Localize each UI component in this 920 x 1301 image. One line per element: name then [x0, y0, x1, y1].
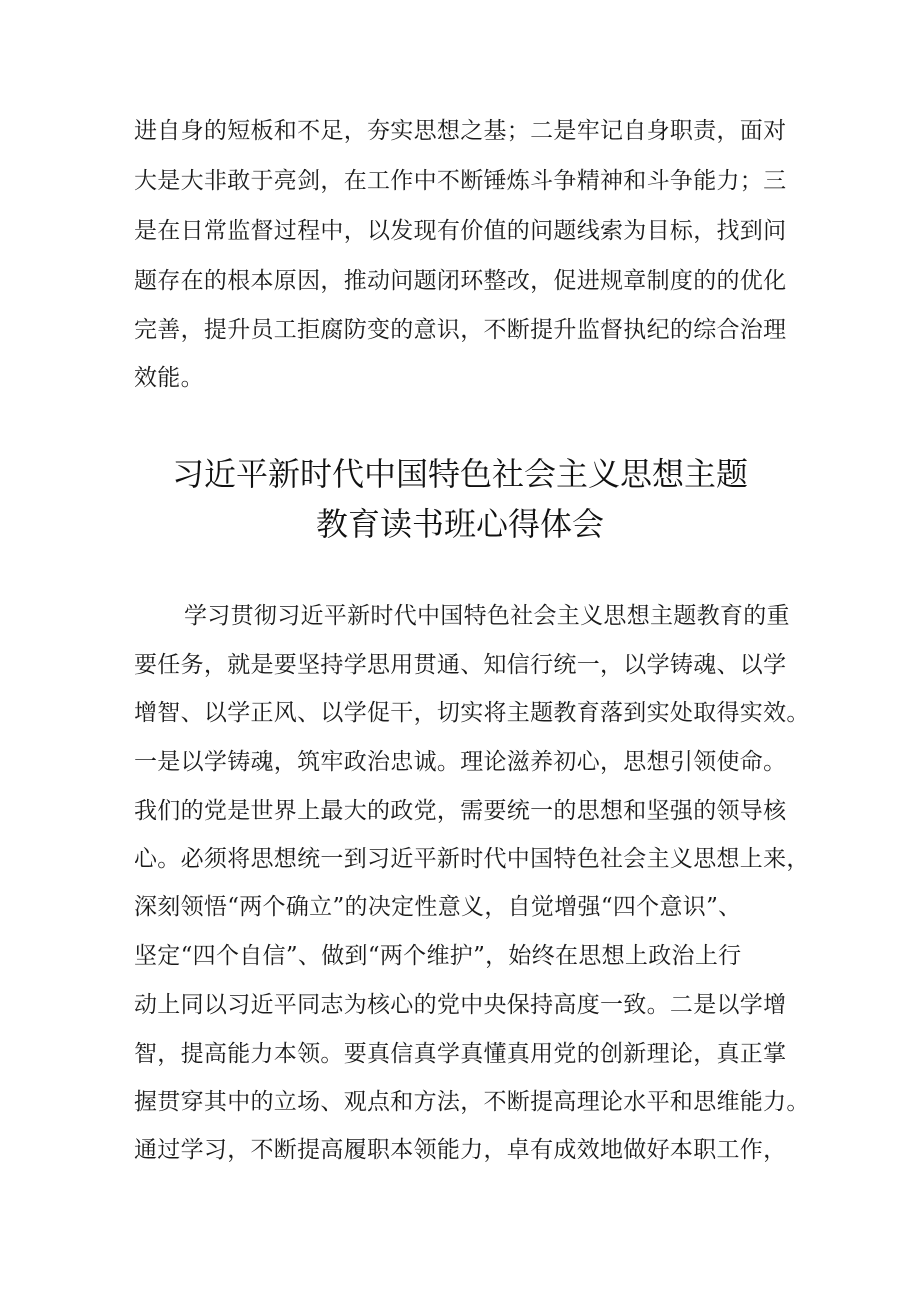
- body-line: 心。必须将思想统一到习近平新时代中国特色社会主义思想上来，: [134, 846, 810, 872]
- intro-line: 是在日常监督过程中，以发现有价值的问题线索为目标，找到问: [134, 218, 787, 244]
- intro-line: 题存在的根本原因，推动问题闭环整改，促进规章制度的的优化: [134, 268, 787, 294]
- body-line: 我们的党是世界上最大的政党，需要统一的思想和坚强的领导核: [134, 798, 787, 824]
- intro-line: 大是大非敢于亮剑，在工作中不断锤炼斗争精神和斗争能力；三: [134, 168, 787, 194]
- intro-line: 效能。: [134, 365, 204, 391]
- body-line: 坚定“四个自信”、做到“两个维护”，始终在思想上政治上行: [134, 943, 742, 969]
- body-line: 要任务，就是要坚持学思用贯通、知信行统一，以学铸魂、以学: [134, 652, 787, 678]
- body-line: 智，提高能力本领。要真信真学真懂真用党的创新理论，真正掌: [134, 1041, 787, 1067]
- body-line: 深刻领悟“两个确立”的决定性意义，自觉增强“四个意识”、: [134, 894, 742, 920]
- intro-line: 进自身的短板和不足，夯实思想之基；二是牢记自身职责，面对: [134, 118, 787, 144]
- document-title-line-1: 习近平新时代中国特色社会主义思想主题: [171, 455, 748, 493]
- body-line: 一是以学铸魂，筑牢政治忠诚。理论滋养初心，思想引领使命。: [134, 749, 787, 775]
- document-title-line-2: 教育读书班心得体会: [315, 505, 604, 543]
- body-line: 增智、以学正风、以学促干，切实将主题教育落到实处取得实效。: [134, 700, 810, 726]
- body-line: 通过学习，不断提高履职本领能力，卓有成效地做好本职工作，: [134, 1137, 787, 1163]
- body-line: 动上同以习近平同志为核心的党中央保持高度一致。二是以学增: [134, 992, 787, 1018]
- body-line: 握贯穿其中的立场、观点和方法，不断提高理论水平和思维能力。: [134, 1089, 810, 1115]
- intro-line: 完善，提升员工拒腐防变的意识，不断提升监督执纪的综合治理: [134, 317, 787, 343]
- body-line: 学习贯彻习近平新时代中国特色社会主义思想主题教育的重: [184, 603, 790, 629]
